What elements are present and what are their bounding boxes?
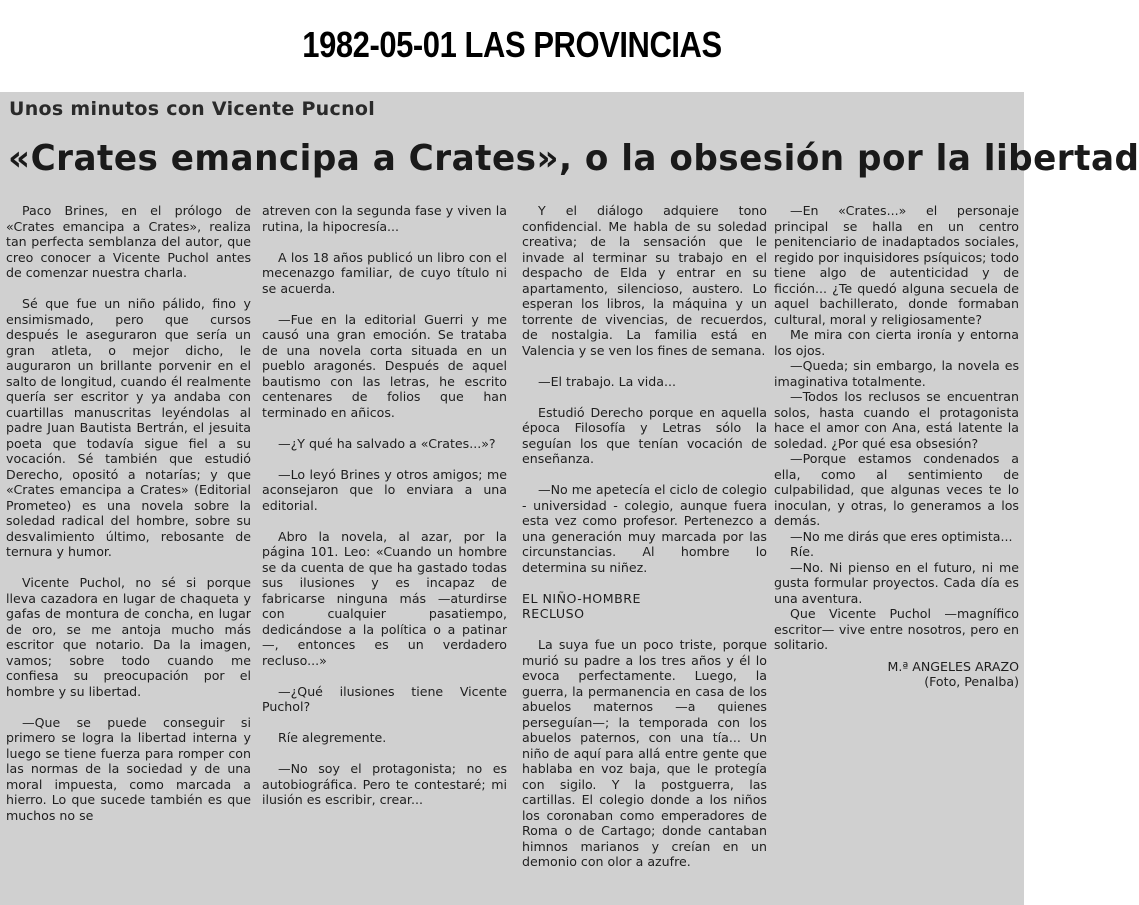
photo-credit: (Foto, Penalba) <box>924 674 1019 689</box>
article-column-1 <box>6 203 251 905</box>
paragraph: Ríe. <box>790 544 815 559</box>
paragraph: Ríe alegremente. <box>278 730 387 745</box>
paragraph: Paco Brines, en el prólogo de «Crates emancipa a Crates», realiza tan perfecta semblanza del autor, que creo conocer a Vicente Puchol antes de comenzar nuestra charla. <box>6 203 251 280</box>
paragraph: —Que se puede conseguir si primero se logra la libertad interna y luego se tiene fuerza para romper con las normas de la sociedad y de una moral impuesta, como marcada a hierro. Lo que sucede también es que muchos no se <box>6 714 251 823</box>
paragraph: —Porque estamos condenados a ella, como al sentimiento de culpabilidad, que algunas veces te lo inoculan, y otras, lo generamos a los demás. <box>774 451 1019 528</box>
paragraph: —Lo leyó Brines y otros amigos; me aconsejaron que lo enviara a una editorial. <box>262 466 507 513</box>
paragraph: —No me apetecía el ciclo de colegio - universidad - colegio, aunque fuera esta vez como profesor. Pertenezco a una generación muy marcada por las circunstancias. Al hombre lo determina su niñez. <box>522 482 767 575</box>
paragraph: Y el diálogo adquiere tono confidencial. Me habla de su soledad creativa; de la sensación que le invade al terminar su trabajo en el despacho de Elda y entrar en su apartamento, silencioso, austero. Lo esperan los libros, la máquina y un torrente de vivencias, de recuerdos, de nostalgia. La familia está en Valencia y se ven los fines de semana. <box>522 203 767 358</box>
paragraph: Abro la novela, al azar, por la página 101. Leo: «Cuando un hombre se da cuenta de que ha gastado todas sus ilusiones y es incapaz de fabricarse ninguna más —aturdirse con cualquier pasatiempo, dedicándose a la política o a patinar—, entonces es un verdadero recluso...» <box>262 528 507 668</box>
paragraph: —¿Y qué ha salvado a «Crates...»? <box>278 435 496 451</box>
paragraph: —El trabajo. La vida... <box>538 373 676 389</box>
article-kicker: Unos minutos con Vicente Pucnol <box>9 98 376 120</box>
paragraph: atreven con la segunda fase y viven la rutina, la hipocresía... <box>262 203 507 234</box>
article-column-4 <box>774 203 1019 905</box>
paragraph: Que Vicente Puchol —magnífico escritor— vive entre nosotros, pero en solitario. <box>774 606 1019 652</box>
paragraph: —En «Crates...» el personaje principal se halla en un centro penitenciario de inadaptados sociales, regido por inquisidores psíquicos; todo tiene algo de autenticidad y de ficción... ¿Te quedó alguna secuela de aquel bachillerato, donde formaban cultural, moral y religiosamente? <box>774 203 1019 327</box>
page-title: 1982-05-01 LAS PROVINCIAS <box>302 24 722 65</box>
paragraph: —Todos los reclusos se encuentran solos, hasta cuando el protagonista hace el amor con Ana, está latente la soledad. ¿Por qué esa obsesión? <box>774 389 1019 451</box>
byline: M.ª ANGELES ARAZO <box>887 658 1019 674</box>
paragraph: Me mira con cierta ironía y entorna los ojos. <box>774 327 1019 358</box>
paragraph: —No. Ni pienso en el futuro, ni me gusta formular proyectos. Cada día es una aventura. <box>774 559 1019 606</box>
paragraph: —No me dirás que eres optimista... <box>790 528 1013 544</box>
article-column-2 <box>262 203 507 905</box>
paragraph: —No soy el protagonista; no es autobiográfica. Pero te contestaré; mi ilusión es escribir, crear... <box>262 761 507 807</box>
paragraph: La suya fue un poco triste, porque murió su padre a los tres años y él lo evoca perfectamente. Luego, la guerra, la permanencia en casa de los abuelos maternos —a quienes perseguían—; la temporada con los abuelos paternos, con una tía... Un niño de aquí para allá entre gente que hablaba en voz baja, que le protegía con sigilo. Y la postguerra, las cartillas. El colegio donde a los niños los coronaban como emperadores de Roma o de Cartago; donde cantaban himnos marianos y creían en un demonio con olor a azufre. <box>522 637 767 869</box>
article-headline: «Crates emancipa a Crates», o la obsesión por la libertad <box>8 138 1139 179</box>
paragraph: —Queda; sin embargo, la novela es imaginativa totalmente. <box>774 358 1019 389</box>
article-subhead: EL NIÑO-HOMBRE RECLUSO <box>522 590 641 621</box>
paragraph: Sé que fue un niño pálido, fino y ensimismado, pero que cursos después le aseguraron que sería un gran atleta, o mejor dicho, le auguraron un brillante porvenir en el salto de longitud, cuando él realmente quería ser escritor y ya andaba con cuartillas manuscritas leyéndolas al padre Juan Bautista Bertrán, el jesuita poeta que todavía sigue fiel a su vocación. Sé también que estudió Derecho, opositó a notarías; y que «Crates emancipa a Crates» (Editorial Prometeo) es una novela sobre la soledad radical del hombre, sobre su desvalimiento último, rebosante de ternura y humor. <box>6 296 251 559</box>
paragraph: Vicente Puchol, no sé si porque lleva cazadora en lugar de chaqueta y gafas de montura de concha, en lugar de oro, se me antoja mucho más escritor que notario. Da la imagen, vamos; sobre todo cuando me confiesa su preocupación por el hombre y su libertad. <box>6 575 251 699</box>
paragraph: A los 18 años publicó un libro con el mecenazgo familiar, de cuyo título ni se acuerda. <box>262 249 507 296</box>
paragraph: —¿Qué ilusiones tiene Vicente Puchol? <box>262 683 507 714</box>
article-column-3 <box>522 203 767 905</box>
paragraph: —Fue en la editorial Guerri y me causó una gran emoción. Se trataba de una novela corta situada en un pueblo aragonés. Después de aquel bautismo con las letras, he escrito centenares de folios que han terminado en añicos. <box>262 311 507 420</box>
paragraph: Estudió Derecho porque en aquella época Filosofía y Letras sólo la seguían los que tenían vocación de enseñanza. <box>522 404 767 466</box>
